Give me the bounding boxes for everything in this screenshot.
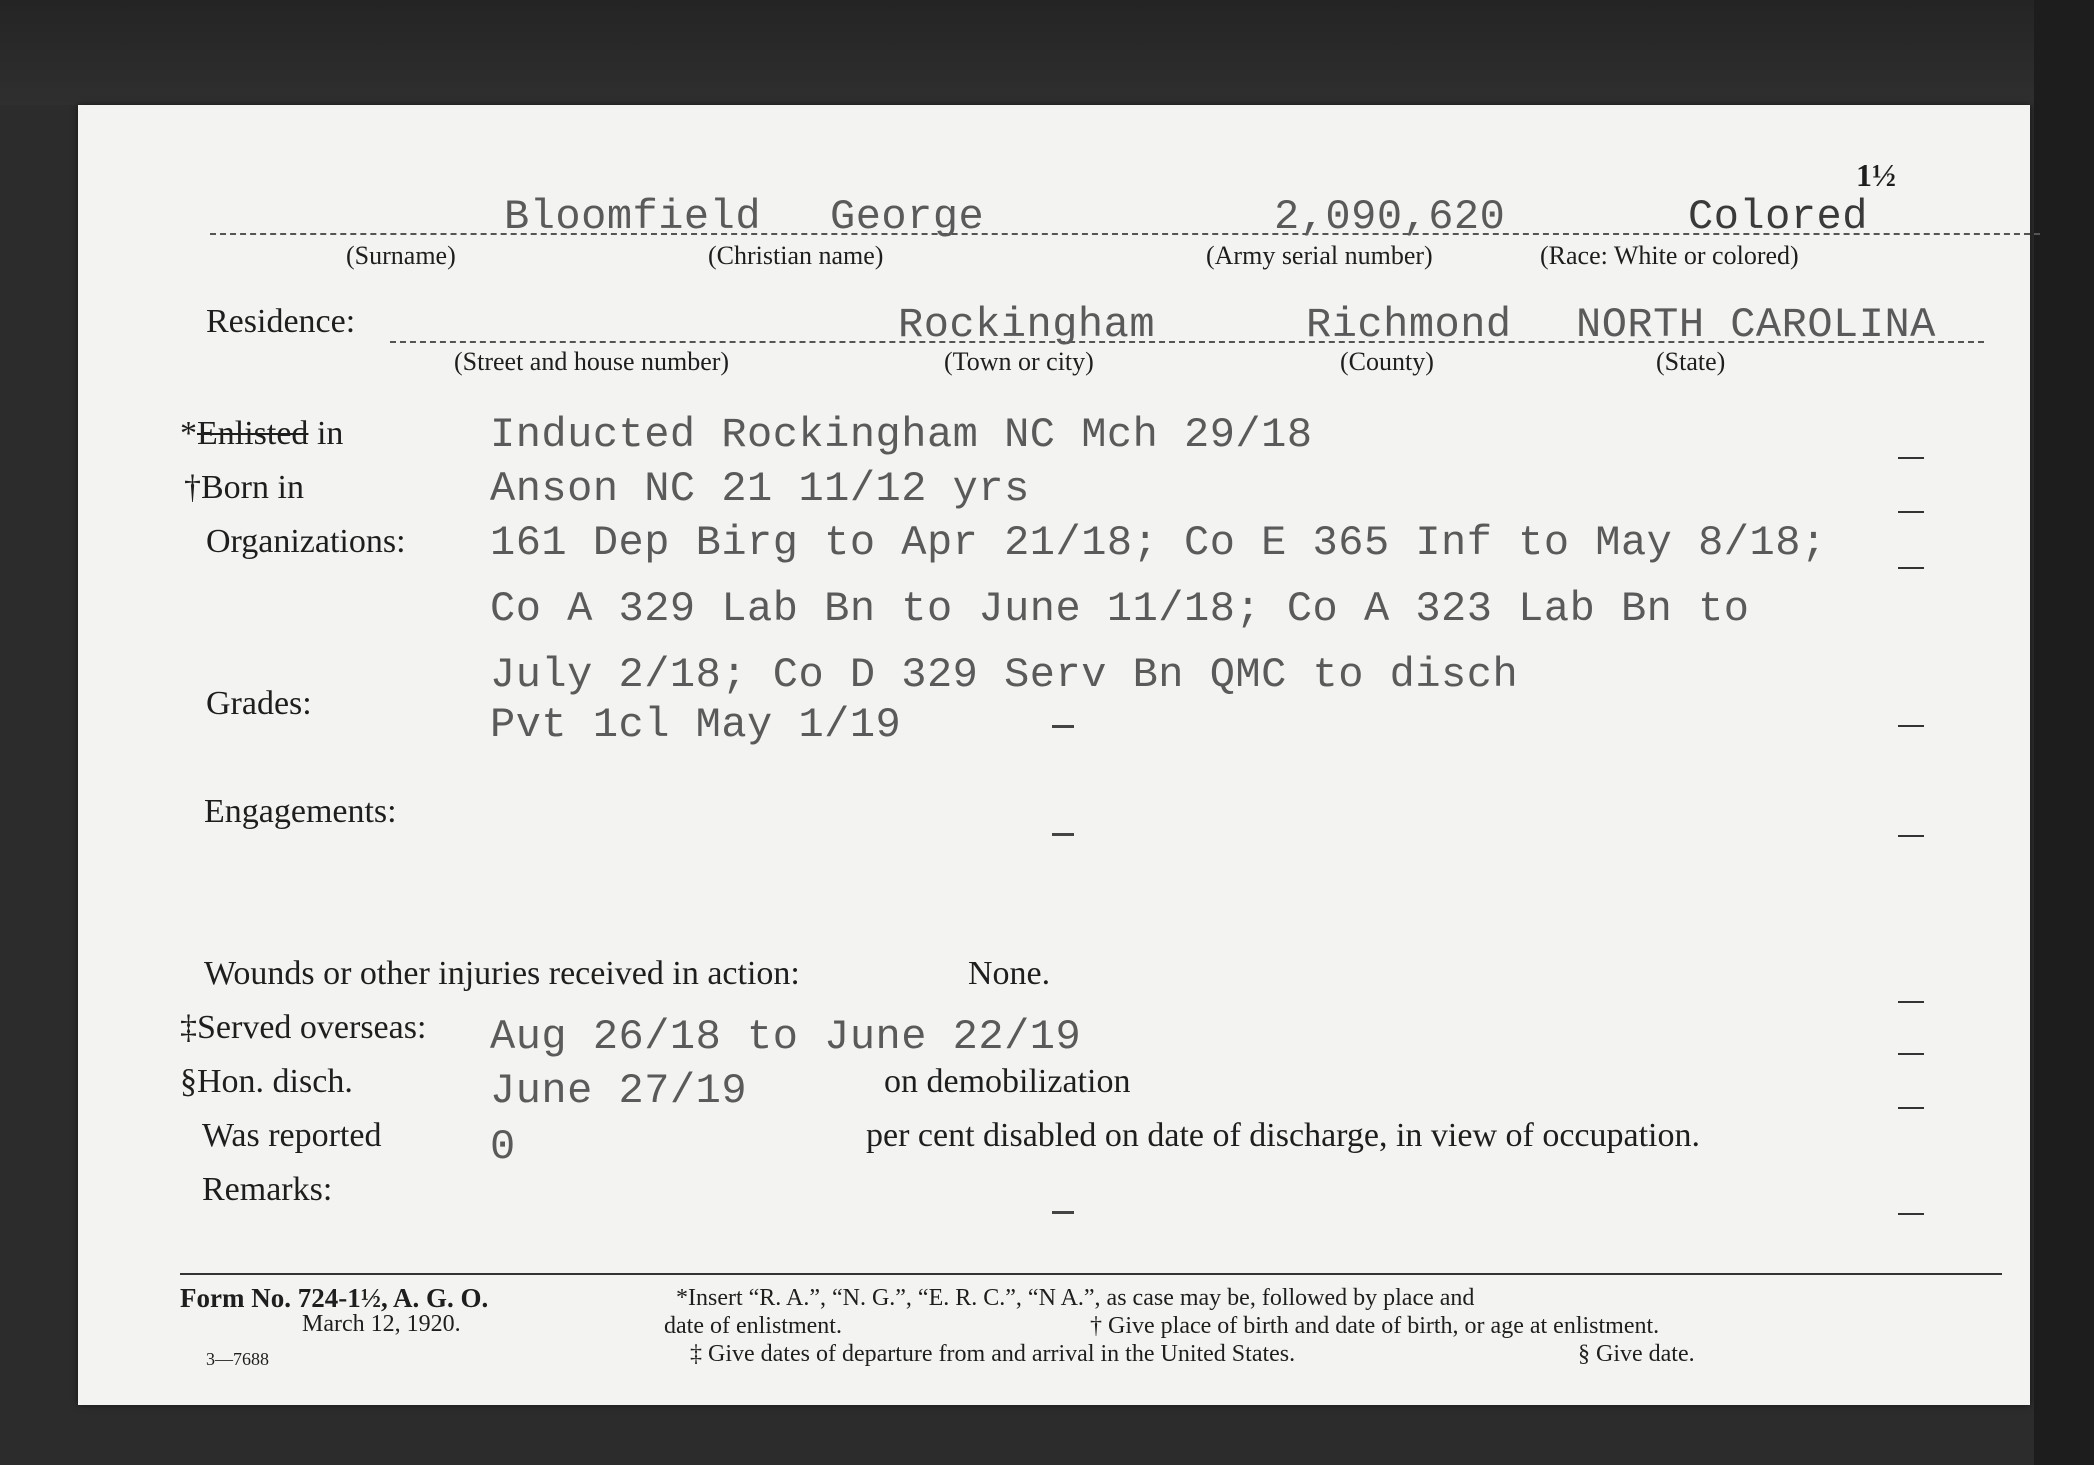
print-code: 3—7688 xyxy=(206,1349,269,1369)
margin-dash xyxy=(1898,1053,1924,1055)
reported-value: 0 xyxy=(490,1123,516,1171)
county-caption: (County) xyxy=(1340,347,1434,376)
hon-disch-suffix: on demobilization xyxy=(884,1063,1131,1100)
hon-disch-footnote-mark: § xyxy=(180,1063,197,1100)
organizations-line-2: Co A 329 Lab Bn to June 11/18; Co A 323 Lab Bn to xyxy=(490,585,1750,633)
typed-dash xyxy=(1052,725,1074,728)
margin-dash xyxy=(1898,1213,1924,1215)
wounds-value: None. xyxy=(968,955,1051,992)
overseas-value: Aug 26/18 to June 22/19 xyxy=(490,1013,1082,1061)
surname-caption: (Surname) xyxy=(346,241,456,270)
footnote-overseas: ‡ Give dates of departure from and arrival in the United States. xyxy=(690,1341,1296,1367)
hon-disch-value: June 27/19 xyxy=(490,1067,748,1115)
hon-disch-label: Hon. disch. xyxy=(197,1063,353,1100)
residence-state-value: NORTH CAROLINA xyxy=(1576,301,1936,349)
margin-dash xyxy=(1898,567,1924,569)
margin-dash xyxy=(1898,1001,1924,1003)
service-record-card xyxy=(78,105,2030,1405)
margin-dash xyxy=(1898,457,1924,459)
hon-disch-row-label xyxy=(180,1063,353,1101)
race-caption: (Race: White or colored) xyxy=(1540,241,1799,270)
born-row-label xyxy=(184,469,304,507)
form-number: Form No. 724-1½, A. G. O. xyxy=(180,1283,489,1313)
christian-name-caption: (Christian name) xyxy=(708,241,884,270)
form-date: March 12, 1920. xyxy=(302,1311,461,1337)
army-serial-caption: (Army serial number) xyxy=(1206,241,1433,270)
enlisted-value: Inducted Rockingham NC Mch 29/18 xyxy=(490,411,1313,459)
state-caption: (State) xyxy=(1656,347,1726,376)
margin-dash xyxy=(1898,511,1924,513)
overseas-footnote-mark: ‡ xyxy=(180,1009,197,1046)
organizations-line-3: July 2/18; Co D 329 Serv Bn QMC to disch xyxy=(490,651,1519,699)
footer-rule xyxy=(180,1273,2002,1275)
grades-value: Pvt 1cl May 1/19 xyxy=(490,701,902,749)
footnote-birth: † Give place of birth and date of birth, or age at enlistment. xyxy=(1090,1313,1660,1339)
margin-dash xyxy=(1898,1107,1924,1109)
margin-dash xyxy=(1898,725,1924,727)
grades-label: Grades: xyxy=(206,685,312,722)
typed-dash xyxy=(1052,1211,1074,1214)
organizations-label: Organizations: xyxy=(206,523,406,560)
typed-dash xyxy=(1052,833,1074,836)
residence-label: Residence: xyxy=(206,303,356,340)
born-footnote-mark: † xyxy=(184,469,201,506)
surname-value: Bloomfield xyxy=(504,193,762,241)
reported-label: Was reported xyxy=(202,1117,382,1154)
christian-name-value: George xyxy=(830,193,985,241)
residence-town-value: Rockingham xyxy=(898,301,1156,349)
engagements-label: Engagements: xyxy=(204,793,397,830)
footnote-enlistment: *Insert “R. A.”, “N. G.”, “E. R. C.”, “N A.”, as case may be, followed by place and xyxy=(676,1285,1475,1311)
scan-background-right xyxy=(2034,0,2094,1465)
wounds-label: Wounds or other injuries received in action: xyxy=(204,955,800,992)
card-corner-number: 1½ xyxy=(1856,157,1896,193)
overseas-row-label xyxy=(180,1009,426,1047)
footnote-discharge: § Give date. xyxy=(1578,1341,1695,1367)
born-label: Born in xyxy=(201,469,304,506)
residence-county-value: Richmond xyxy=(1306,301,1512,349)
reported-suffix: per cent disabled on date of discharge, in view of occupation. xyxy=(866,1117,1700,1154)
race-value: Colored xyxy=(1688,193,1868,241)
remarks-label: Remarks: xyxy=(202,1171,333,1208)
street-caption: (Street and house number) xyxy=(454,347,730,376)
army-serial-value: 2,090,620 xyxy=(1274,193,1506,241)
overseas-label: Served overseas: xyxy=(197,1009,427,1046)
enlisted-struck-label: Enlisted xyxy=(197,415,309,452)
footnote-enlistment-cont: date of enlistment. xyxy=(664,1313,842,1339)
organizations-line-1: 161 Dep Birg to Apr 21/18; Co E 365 Inf to May 8/18; xyxy=(490,519,1827,567)
scan-background-top xyxy=(0,0,2094,105)
enlisted-in-label: in xyxy=(316,415,344,452)
margin-dash xyxy=(1898,835,1924,837)
enlisted-footnote-mark: * xyxy=(180,415,197,452)
town-caption: (Town or city) xyxy=(944,347,1094,376)
born-value: Anson NC 21 11/12 yrs xyxy=(490,465,1030,513)
enlisted-row-label xyxy=(180,415,343,453)
